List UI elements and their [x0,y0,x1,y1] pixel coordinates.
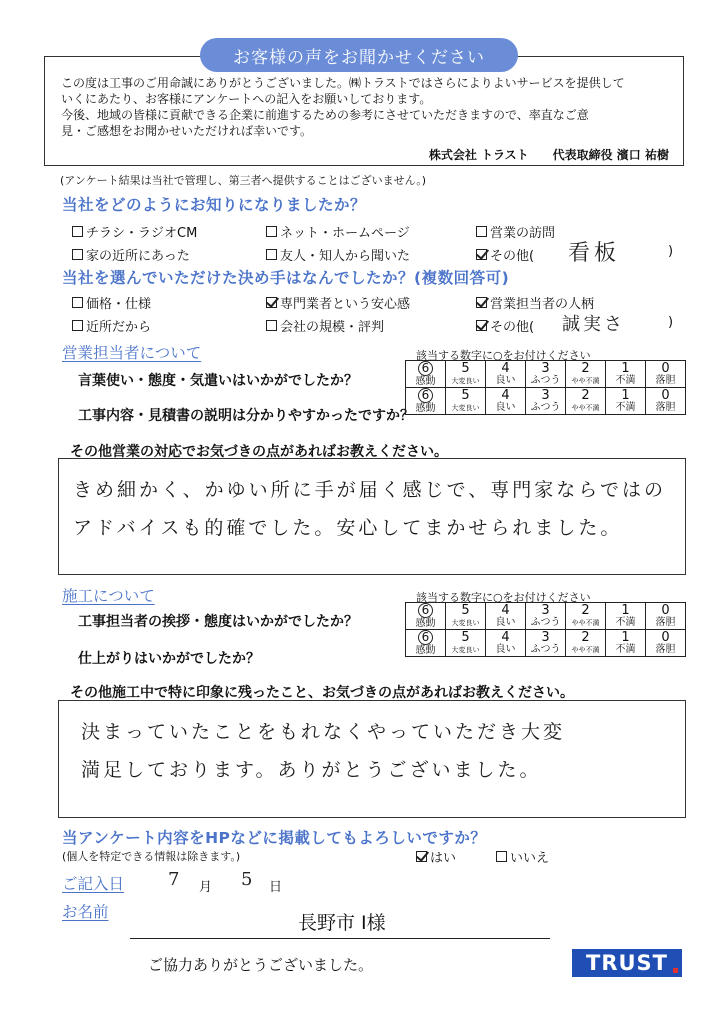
rating-label: 不満 [615,643,636,655]
publish-note: (個人を特定できる情報は除きます。) [62,850,241,863]
rating-label: 良い [495,401,516,413]
rating-label: 落胆 [655,401,676,413]
logo-accent-dot [673,968,678,973]
publish-question: 当アンケート内容をHPなどに掲載してもよろしいですか？ [62,829,487,847]
rating-selected-circle: 6 [418,603,433,618]
sales-comment-prompt: その他営業の対応でお気づきの点があればお教えください。 [70,444,448,460]
rating-cell-0[interactable] [646,388,686,415]
rating-cell-6[interactable] [406,388,446,415]
q1-option-friend[interactable]: 友人・知人から聞いた [266,245,410,264]
rating-label: ふつう [530,643,561,655]
rating-number: 4 [501,387,510,403]
rating-cell-1[interactable] [606,630,646,657]
company-signature: 株式会社 トラスト 代表取締役 濱口 祐樹 [428,148,669,162]
date-label: ご記入日 [62,875,125,893]
rating-number: 1 [621,360,630,376]
construction-comment-prompt: その他施工中で特に印象に残ったこと、お気づきの点があればお教えください。 [70,685,574,701]
rating-number [406,361,445,376]
checkbox-icon[interactable] [496,851,507,862]
rating-number: 3 [541,602,550,618]
checkbox-icon[interactable] [266,226,277,237]
rating-label: 感動 [415,645,436,656]
rating-label: 大変良い [451,403,480,412]
construction-comment-line: 満足しております。ありがとうございました。 [81,759,542,781]
q2-option-specialist[interactable]: 専門業者という安心感 [266,293,410,312]
checkbox-checked-icon[interactable] [476,297,487,308]
rating-cell-5[interactable] [446,630,486,657]
checkbox-icon[interactable] [72,249,83,260]
rating-cell-2[interactable] [566,388,606,415]
rating-number: 4 [501,629,510,645]
construction-rating-caption: 該当する数字に○をお付けください [416,591,591,604]
rating-label: 不満 [615,616,636,628]
rating-cell-4[interactable] [486,361,526,388]
rating-number [406,603,445,618]
rating-label: やや不満 [571,403,600,412]
checkbox-icon[interactable] [72,297,83,308]
q1-option-visit[interactable]: 営業の訪問 [476,222,555,241]
rating-label: ふつう [530,374,561,386]
rating-number: 0 [661,387,670,403]
trust-logo: TRUST [572,949,682,977]
rating-number: 2 [581,360,590,376]
rating-cell-0[interactable] [646,603,686,630]
sales-comment-line: きめ細かく、かゆい所に手が届く感じで、専門家ならではの [73,479,667,501]
rating-number: 3 [541,629,550,645]
rating-label: 良い [495,643,516,655]
rating-row [406,388,686,415]
rating-cell-1[interactable] [606,603,646,630]
checkbox-icon[interactable] [266,249,277,260]
rating-number: 5 [461,360,470,376]
survey-title: お客様の声をお聞かせください [200,38,518,72]
rating-label: 良い [495,374,516,386]
rating-cell-5[interactable] [446,361,486,388]
rating-cell-3[interactable] [526,388,566,415]
sales-rating-caption: 該当する数字に○をお付けください [416,349,591,362]
rating-label: 落胆 [655,616,676,628]
construction-question-1: 工事担当者の挨拶・態度はいかがでしたか？ [78,614,358,630]
rating-cell-3[interactable] [526,630,566,657]
checkbox-checked-icon[interactable] [416,851,427,862]
rating-label: 落胆 [655,643,676,655]
rating-number: 1 [621,629,630,645]
rating-number: 3 [541,387,550,403]
rating-number [406,388,445,403]
sales-comment-box[interactable] [58,458,686,575]
date-day-unit: 日 [269,880,283,895]
rating-number: 5 [461,629,470,645]
sales-heading: 営業担当者について [62,344,202,362]
privacy-note: (アンケート結果は当社で管理し、第三者へ提供することはございません。) [60,174,427,187]
rating-label: 落胆 [655,374,676,386]
rating-cell-6[interactable] [406,630,446,657]
q2-option-nearby[interactable]: 近所だから [72,316,151,335]
construction-question-2: 仕上がりはいかがでしたか？ [78,651,260,667]
date-month-value: 7 [168,869,180,890]
rating-label: やや不満 [571,376,600,385]
rating-cell-4[interactable] [486,388,526,415]
q2-other-answer: 誠実さ [562,314,625,335]
thanks-message: ご協力ありがとうございました。 [148,956,374,974]
date-day-value: 5 [241,869,253,890]
rating-number: 1 [621,387,630,403]
rating-cell-2[interactable] [566,361,606,388]
rating-cell-5[interactable] [446,388,486,415]
rating-cell-4[interactable] [486,630,526,657]
rating-number: 4 [501,602,510,618]
rating-label: ふつう [530,616,561,628]
rating-label: 感動 [415,376,436,387]
q1-other-answer: 看板 [568,241,621,266]
q1-option-nearby[interactable]: 家の近所にあった [72,245,190,264]
rating-cell-5[interactable] [446,603,486,630]
rating-number: 4 [501,360,510,376]
rating-selected-circle: 6 [418,630,433,645]
rating-label: 不満 [615,401,636,413]
construction-rating-grid [405,602,686,657]
rating-selected-circle: 6 [418,388,433,403]
rating-number: 3 [541,360,550,376]
rating-cell-1[interactable] [606,388,646,415]
rating-cell-0[interactable] [646,361,686,388]
rating-number: 2 [581,629,590,645]
rating-cell-4[interactable] [486,603,526,630]
rating-number: 5 [461,387,470,403]
q1-close-paren: ) [668,244,674,259]
date-month-unit: 月 [199,880,213,895]
name-label: お名前 [62,903,109,921]
q2-option-price[interactable]: 価格・仕様 [72,293,151,312]
intro-line: この度は工事のご用命誠にありがとうございました。㈱トラストではさらによりよいサービスを提供して [61,76,625,90]
checkbox-checked-icon[interactable] [476,249,487,260]
rating-label: 不満 [615,374,636,386]
checkbox-checked-icon[interactable] [476,320,487,331]
rating-label: ふつう [530,401,561,413]
name-underline [130,938,550,939]
intro-line: いくにあたり、お客様にアンケートへの記入をお願いしております。 [61,92,432,106]
rating-cell-2[interactable] [566,630,606,657]
q1-option-flyer[interactable]: チラシ・ラジオCM [72,222,197,241]
rating-number: 2 [581,602,590,618]
rating-cell-6[interactable] [406,603,446,630]
rating-label: 大変良い [451,618,480,627]
checkbox-icon[interactable] [72,226,83,237]
rating-number [406,630,445,645]
q2-option-personality[interactable]: 営業担当者の人柄 [476,293,594,312]
rating-row [406,603,686,630]
rating-number: 0 [661,360,670,376]
rating-selected-circle: 6 [418,361,433,376]
rating-cell-2[interactable] [566,603,606,630]
rating-number: 0 [661,629,670,645]
intro-line: 見・ご感想をお聞かせいただければ幸いです。 [61,124,313,138]
publish-yes-option[interactable]: はい [416,847,456,866]
rating-number: 2 [581,387,590,403]
q1-option-other[interactable]: その他( [476,245,534,264]
rating-label: やや不満 [571,645,600,654]
rating-label: 大変良い [451,376,480,385]
q2-option-reputation[interactable]: 会社の規模・評判 [266,316,384,335]
construction-comment-box[interactable] [58,700,686,818]
rating-label: 感動 [415,403,436,414]
q1-option-web[interactable]: ネット・ホームページ [266,222,410,241]
intro-box [44,56,684,166]
sales-question-2: 工事内容・見積書の説明は分かりやすかったですか？ [78,408,414,424]
sales-rating-grid [405,360,686,415]
q2-question: 当社を選んでいただけた決め手はなんでしたか？(複数回答可) [62,269,510,287]
rating-cell-6[interactable] [406,361,446,388]
rating-row [406,361,686,388]
intro-line: 今後、地域の皆様に貢献できる企業に前進するための参考にさせていただきますので、率直なご意 [61,108,589,122]
checkbox-checked-icon[interactable] [266,297,277,308]
publish-no-option[interactable]: いいえ [496,847,549,866]
rating-label: 良い [495,616,516,628]
name-value: 長野市 I様 [298,912,386,934]
rating-row [406,630,686,657]
construction-heading: 施工について [62,587,155,605]
checkbox-icon[interactable] [72,320,83,331]
q2-close-paren: ) [668,315,674,330]
rating-label: やや不満 [571,618,600,627]
checkbox-icon[interactable] [476,226,487,237]
construction-comment-line: 決まっていたことをもれなくやっていただき大変 [81,721,566,743]
rating-cell-3[interactable] [526,361,566,388]
rating-label: 感動 [415,618,436,629]
rating-cell-1[interactable] [606,361,646,388]
q1-question: 当社をどのようにお知りになりましたか？ [62,196,367,214]
rating-number: 5 [461,602,470,618]
sales-question-1: 言葉使い・態度・気遣いはいかがでしたか？ [78,373,358,389]
sales-comment-line: アドバイスも的確でした。安心してまかせられました。 [73,517,623,539]
rating-label: 大変良い [451,645,480,654]
rating-cell-3[interactable] [526,603,566,630]
rating-cell-0[interactable] [646,630,686,657]
rating-number: 0 [661,602,670,618]
checkbox-icon[interactable] [266,320,277,331]
rating-number: 1 [621,602,630,618]
q2-option-other[interactable]: その他( [476,316,534,335]
